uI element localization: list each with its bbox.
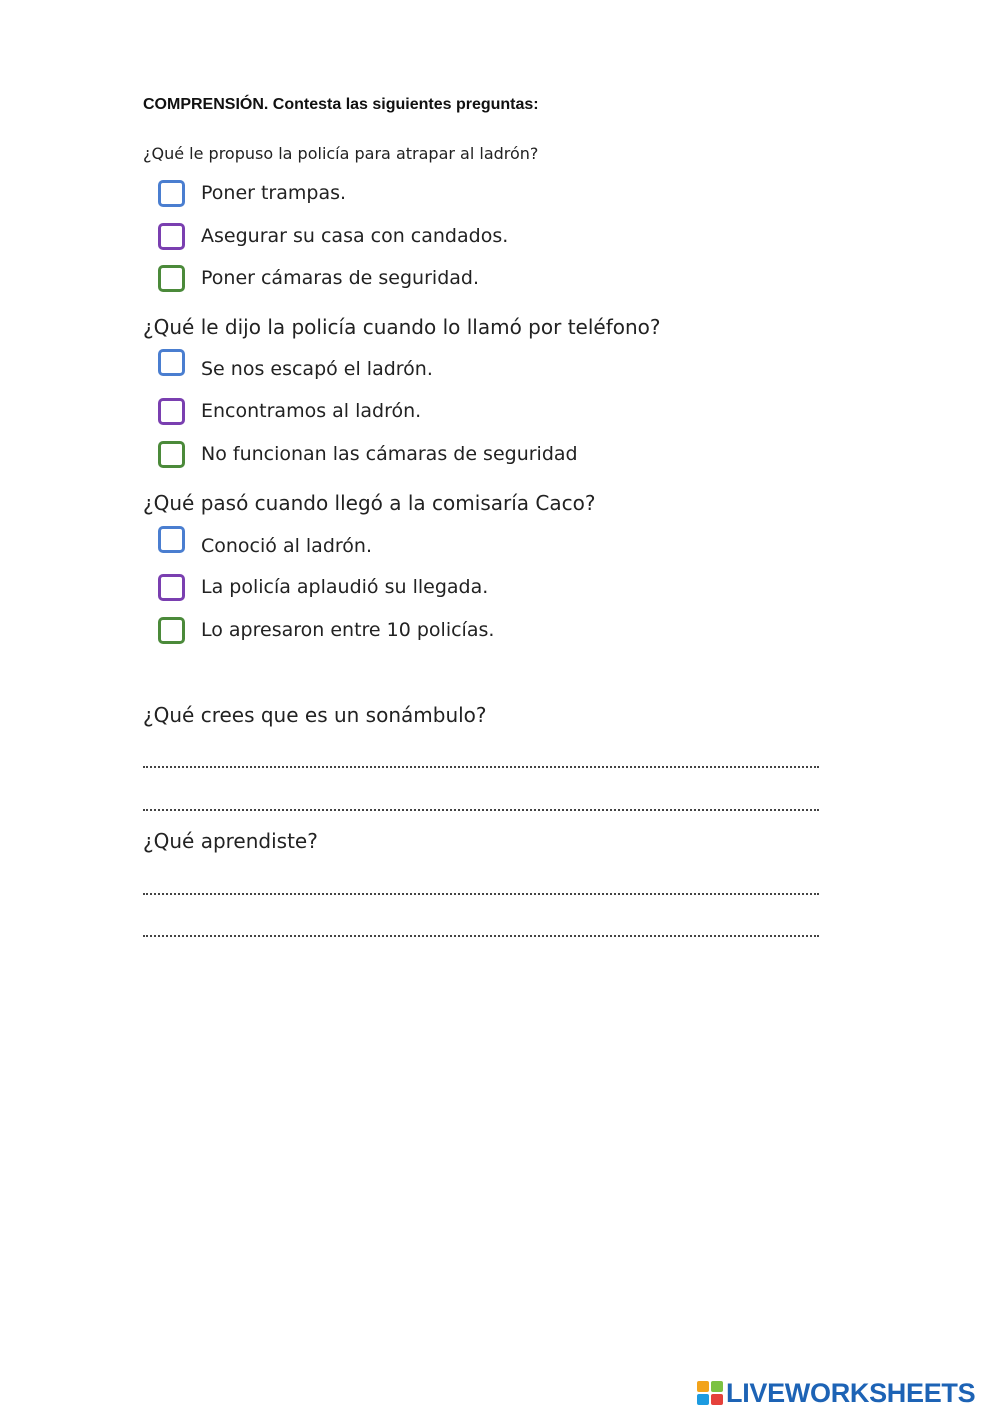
checkbox-blue[interactable] [158, 349, 185, 376]
checkbox-blue[interactable] [158, 526, 185, 553]
option-label: Asegurar su casa con candados. [201, 225, 509, 247]
option-row[interactable] [158, 261, 479, 295]
open-question-1: ¿Qué crees que es un sonámbulo? [143, 703, 487, 727]
checkbox-green[interactable] [158, 265, 185, 292]
question-1: ¿Qué le propuso la policía para atrapar al ladrón? [143, 144, 539, 163]
option-row[interactable] [158, 570, 488, 604]
question-3: ¿Qué pasó cuando llegó a la comisaría Caco? [143, 491, 596, 515]
answer-line[interactable] [143, 752, 819, 768]
page-title: COMPRENSIÓN. Contesta las siguientes preguntas: [143, 96, 539, 113]
option-label: Lo apresaron entre 10 policías. [201, 619, 495, 641]
liveworksheets-logo-icon [697, 1381, 723, 1405]
option-row[interactable] [158, 345, 433, 379]
option-label: Se nos escapó el ladrón. [201, 358, 433, 380]
checkbox-purple[interactable] [158, 223, 185, 250]
option-label: Poner trampas. [201, 182, 347, 204]
option-label: No funcionan las cámaras de seguridad [201, 443, 578, 465]
checkbox-purple[interactable] [158, 398, 185, 425]
option-label: La policía aplaudió su llegada. [201, 576, 489, 598]
question-2: ¿Qué le dijo la policía cuando lo llamó por teléfono? [143, 315, 661, 339]
option-row[interactable] [158, 394, 421, 428]
open-question-2: ¿Qué aprendiste? [143, 829, 318, 853]
logo-text: LIVEWORKSHEETS [726, 1377, 976, 1408]
option-row[interactable] [158, 176, 346, 210]
answer-line[interactable] [143, 921, 819, 937]
checkbox-green[interactable] [158, 441, 185, 468]
option-row[interactable] [158, 437, 578, 471]
checkbox-green[interactable] [158, 617, 185, 644]
option-row[interactable] [158, 219, 508, 253]
option-row[interactable] [158, 522, 372, 556]
option-label: Encontramos al ladrón. [201, 400, 422, 422]
answer-line[interactable] [143, 879, 819, 895]
checkbox-blue[interactable] [158, 180, 185, 207]
option-label: Poner cámaras de seguridad. [201, 267, 479, 289]
answer-line[interactable] [143, 795, 819, 811]
option-label: Conoció al ladrón. [201, 535, 372, 557]
liveworksheets-logo [697, 1378, 975, 1408]
option-row[interactable] [158, 613, 494, 647]
checkbox-purple[interactable] [158, 574, 185, 601]
